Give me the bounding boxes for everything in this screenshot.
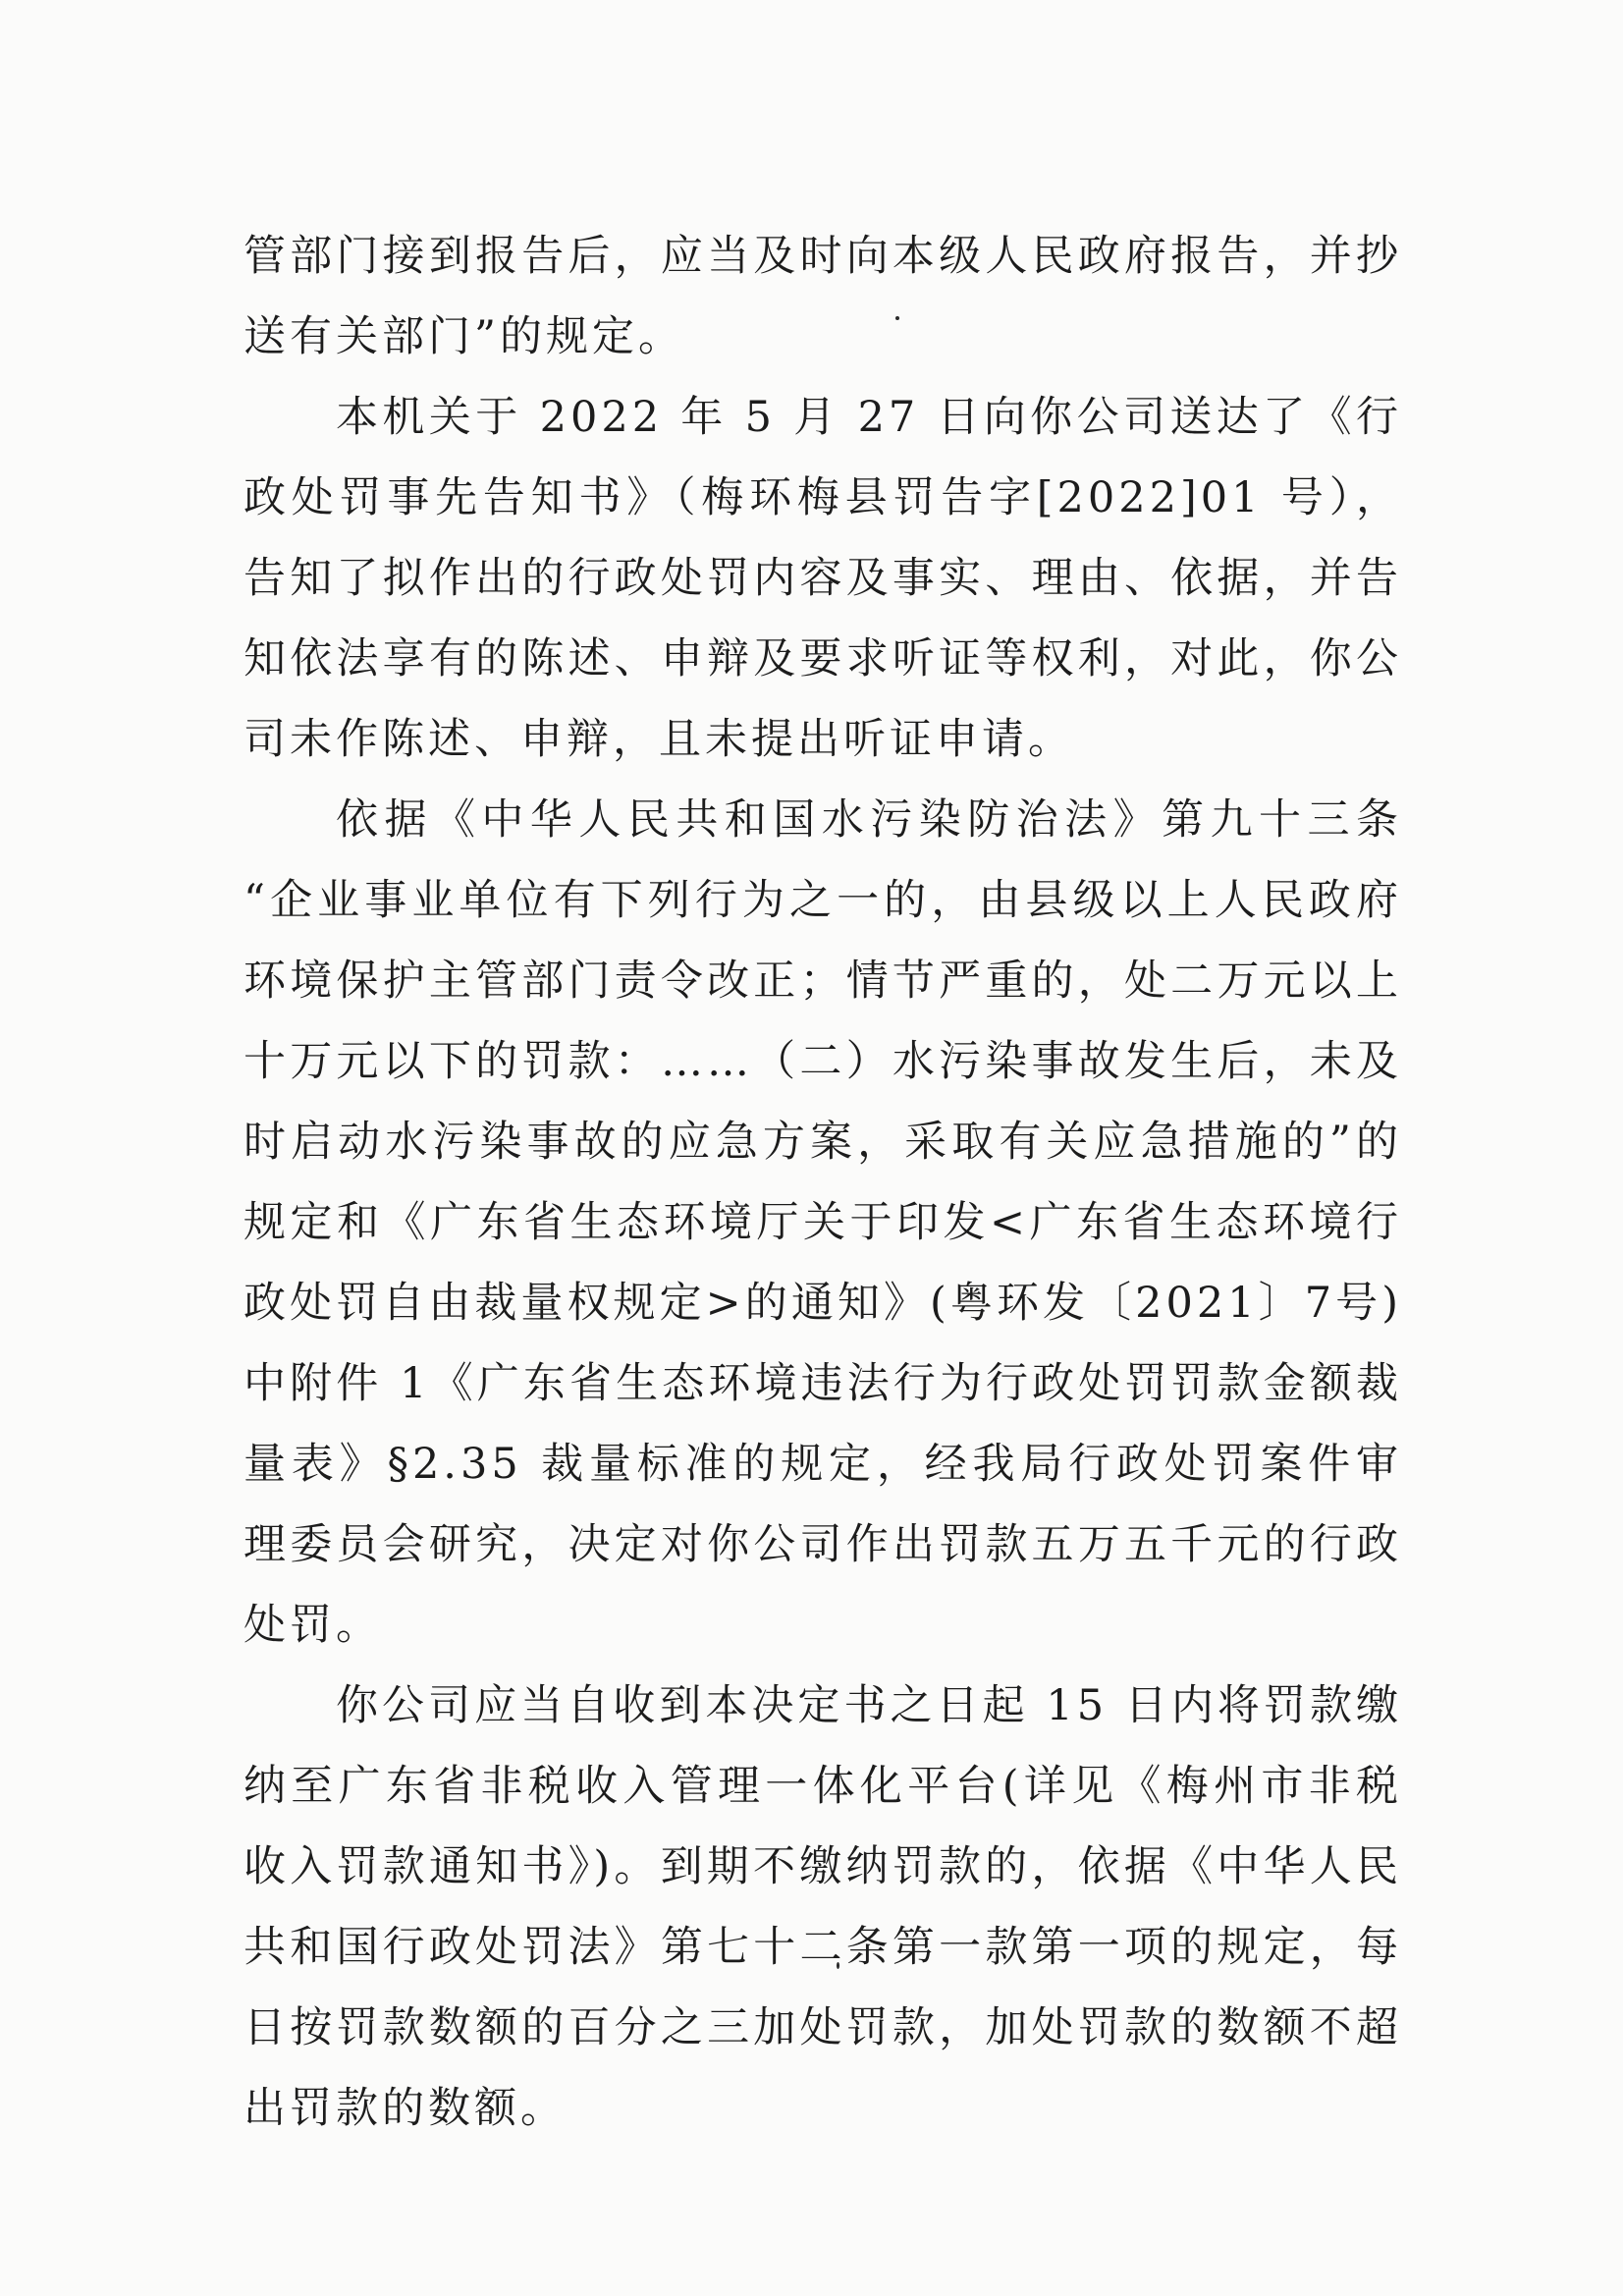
paragraph-legal-basis: 依据《中华人民共和国水污染防治法》第九十三条 “企业事业单位有下列行为之一的，由县级以上人民政府环境保护主管部门责令改正；情节严重的，处二万元以上十万元以下的罚款：……（二）水污染事故发生后，未及时启动水污染事故的应急方案，采取有关应急措施的”的规定和《广东省生态环境厅关于印发<广东省生态环境行政处罚自由裁量权规定>的通知》(粤环发〔2021〕7号)中附件 1《广东省生态环境违法行为行政处罚罚款金额裁量表》§2.35 裁量标准的规定，经我局行政处罚案件审理委员会研究，决定对你公司作出罚款五万五千元的行政处罚。 [243,795,1402,1650]
paragraph-payment: 你公司应当自收到本决定书之日起 15 日内将罚款缴纳至广东省非税收入管理一体化平台(详见《梅州市非税收入罚款通知书》)。到期不缴纳罚款的，依据《中华人民共和国行政处罚法》第七十二条第一款第一项的规定，每日按罚款数额的百分之三加处罚款，加处罚款的数额不超出罚款的数额。 [243,1681,1402,2133]
paragraph-notice: 本机关于 2022 年 5 月 27 日向你公司送达了《行政处罚事先告知书》（梅环梅县罚告字[2022]01 号），告知了拟作出的行政处罚内容及事实、理由、依据，并告知依法享有的陈述、申辩及要求听证等权利，对此，你公司未作陈述、申辩，且未提出听证申请。 [243,393,1402,764]
document-body [243,216,1402,2149]
paragraph-continuation: 管部门接到报告后，应当及时向本级人民政府报告，并抄送有关部门”的规定。 [243,232,1402,361]
